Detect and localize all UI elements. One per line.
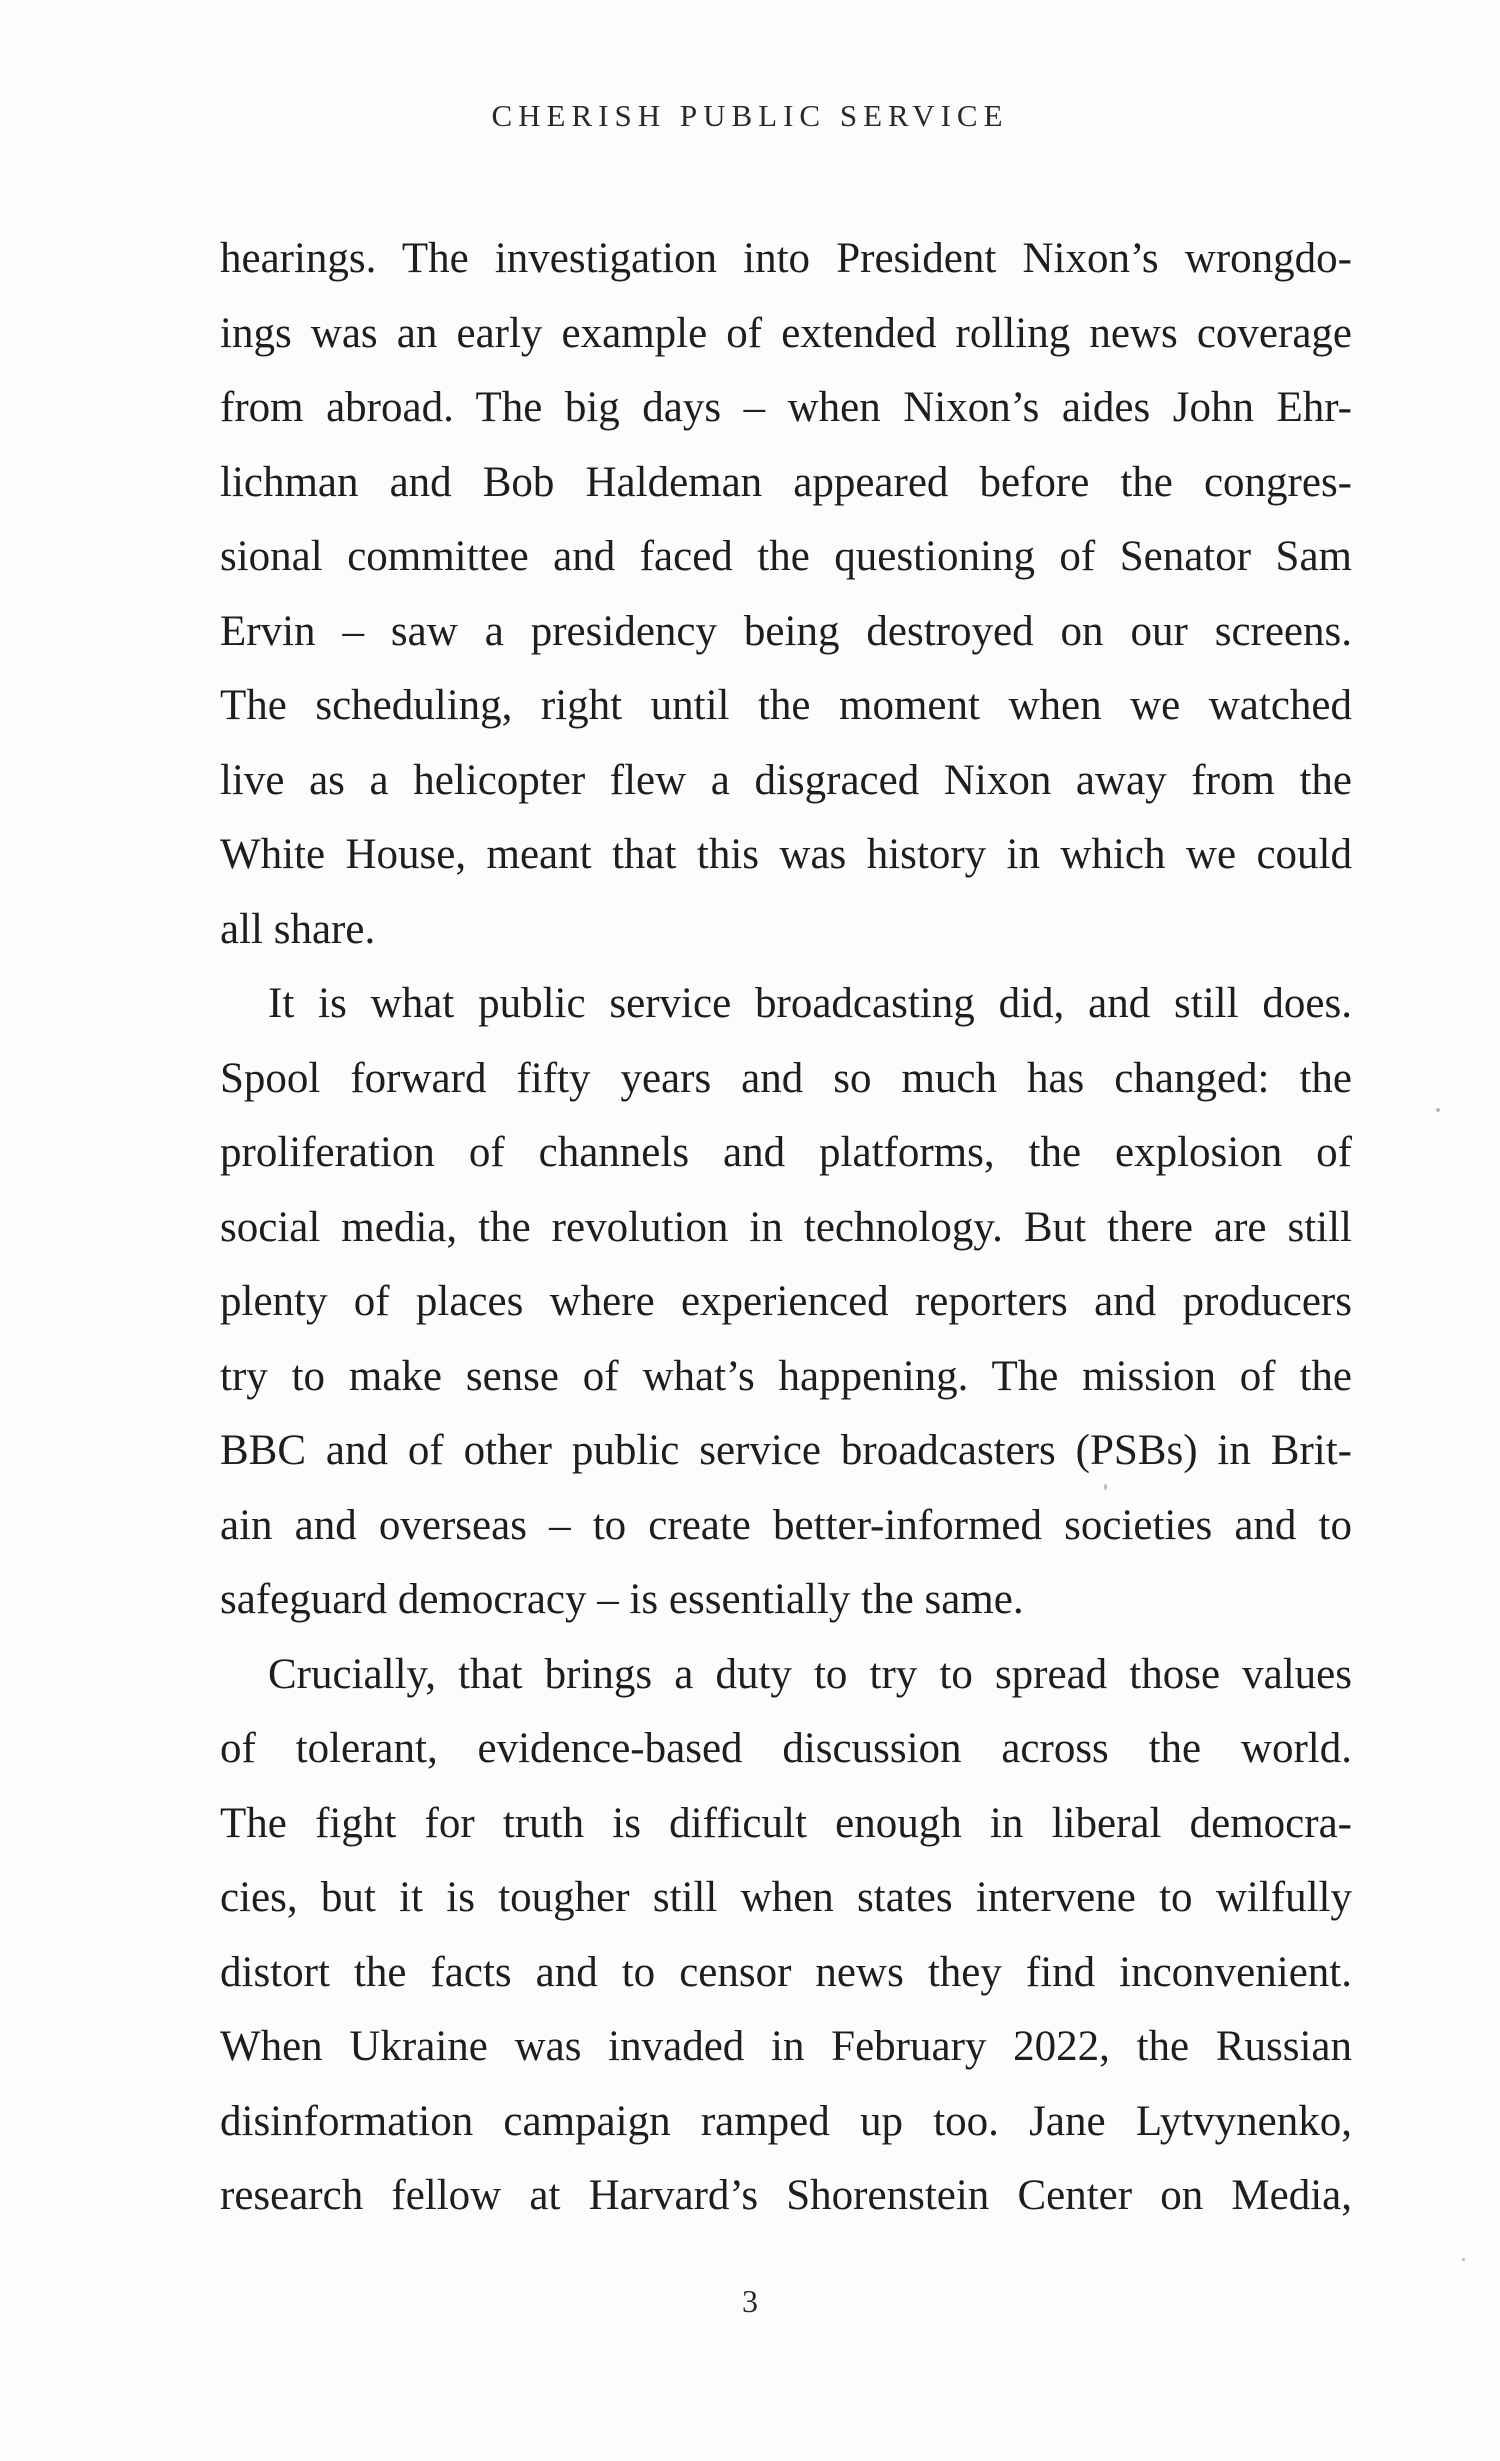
- scan-speck: [1104, 1484, 1107, 1490]
- text-line: all share.: [220, 905, 376, 953]
- text-line: It is what public service broadcasting did, and still does.: [268, 980, 1352, 1027]
- text-line: disinformation campaign ramped up too. Jane Lytvynenko,: [220, 2097, 1352, 2145]
- running-header: CHERISH PUBLIC SERVICE: [491, 98, 1009, 133]
- text-line: proliferation of channels and platforms, the explosion of: [220, 1129, 1352, 1176]
- text-line: research fellow at Harvard’s Shorenstein Center on Media,: [220, 2172, 1352, 2219]
- text-line: live as a helicopter flew a disgraced Nixon away from the: [220, 756, 1352, 804]
- text-line: cies, but it is tougher still when states intervene to wilfully: [220, 1874, 1352, 1921]
- scan-speck: [1436, 1108, 1440, 1112]
- text-line: distort the facts and to censor news they find inconvenient.: [220, 1948, 1352, 1996]
- text-line: The scheduling, right until the moment when we watched: [220, 682, 1352, 729]
- text-line: ings was an early example of extended rolling news coverage: [220, 309, 1352, 357]
- text-line: When Ukraine was invaded in February 2022, the Russian: [220, 2023, 1352, 2070]
- text-line: plenty of places where experienced reporters and producers: [220, 1278, 1352, 1325]
- text-line: sional committee and faced the questioning of Senator Sam: [220, 533, 1352, 580]
- text-line: The fight for truth is difficult enough in liberal democra-: [220, 1799, 1352, 1847]
- text-line: safeguard democracy – is essentially the same.: [220, 1576, 1024, 1623]
- text-line: hearings. The investigation into President Nixon’s wrongdo-: [220, 235, 1352, 282]
- text-line: Spool forward fifty years and so much has changed: the: [220, 1054, 1352, 1102]
- body-text: [220, 222, 1352, 2234]
- text-line: try to make sense of what’s happening. The mission of the: [220, 1352, 1352, 1400]
- paragraph-3: [220, 1638, 1352, 2234]
- scan-speck: [1462, 2258, 1465, 2261]
- text-line: Ervin – saw a presidency being destroyed on our screens.: [220, 607, 1352, 655]
- paragraph-2: [220, 967, 1352, 1638]
- text-line: ain and overseas – to create better-informed societies and to: [220, 1501, 1352, 1549]
- text-line: Crucially, that brings a duty to try to spread those values: [268, 1650, 1352, 1698]
- text-line: lichman and Bob Haldeman appeared before the congres-: [220, 458, 1352, 506]
- text-line: from abroad. The big days – when Nixon’s aides John Ehr-: [220, 384, 1352, 431]
- text-line: BBC and of other public service broadcasters (PSBs) in Brit-: [220, 1427, 1352, 1474]
- text-line: of tolerant, evidence-based discussion across the world.: [220, 1725, 1352, 1772]
- paragraph-1: [220, 222, 1352, 967]
- text-line: White House, meant that this was history in which we could: [220, 831, 1352, 878]
- text-line: social media, the revolution in technology. But there are still: [220, 1203, 1352, 1251]
- page-number: 3: [742, 2283, 758, 2319]
